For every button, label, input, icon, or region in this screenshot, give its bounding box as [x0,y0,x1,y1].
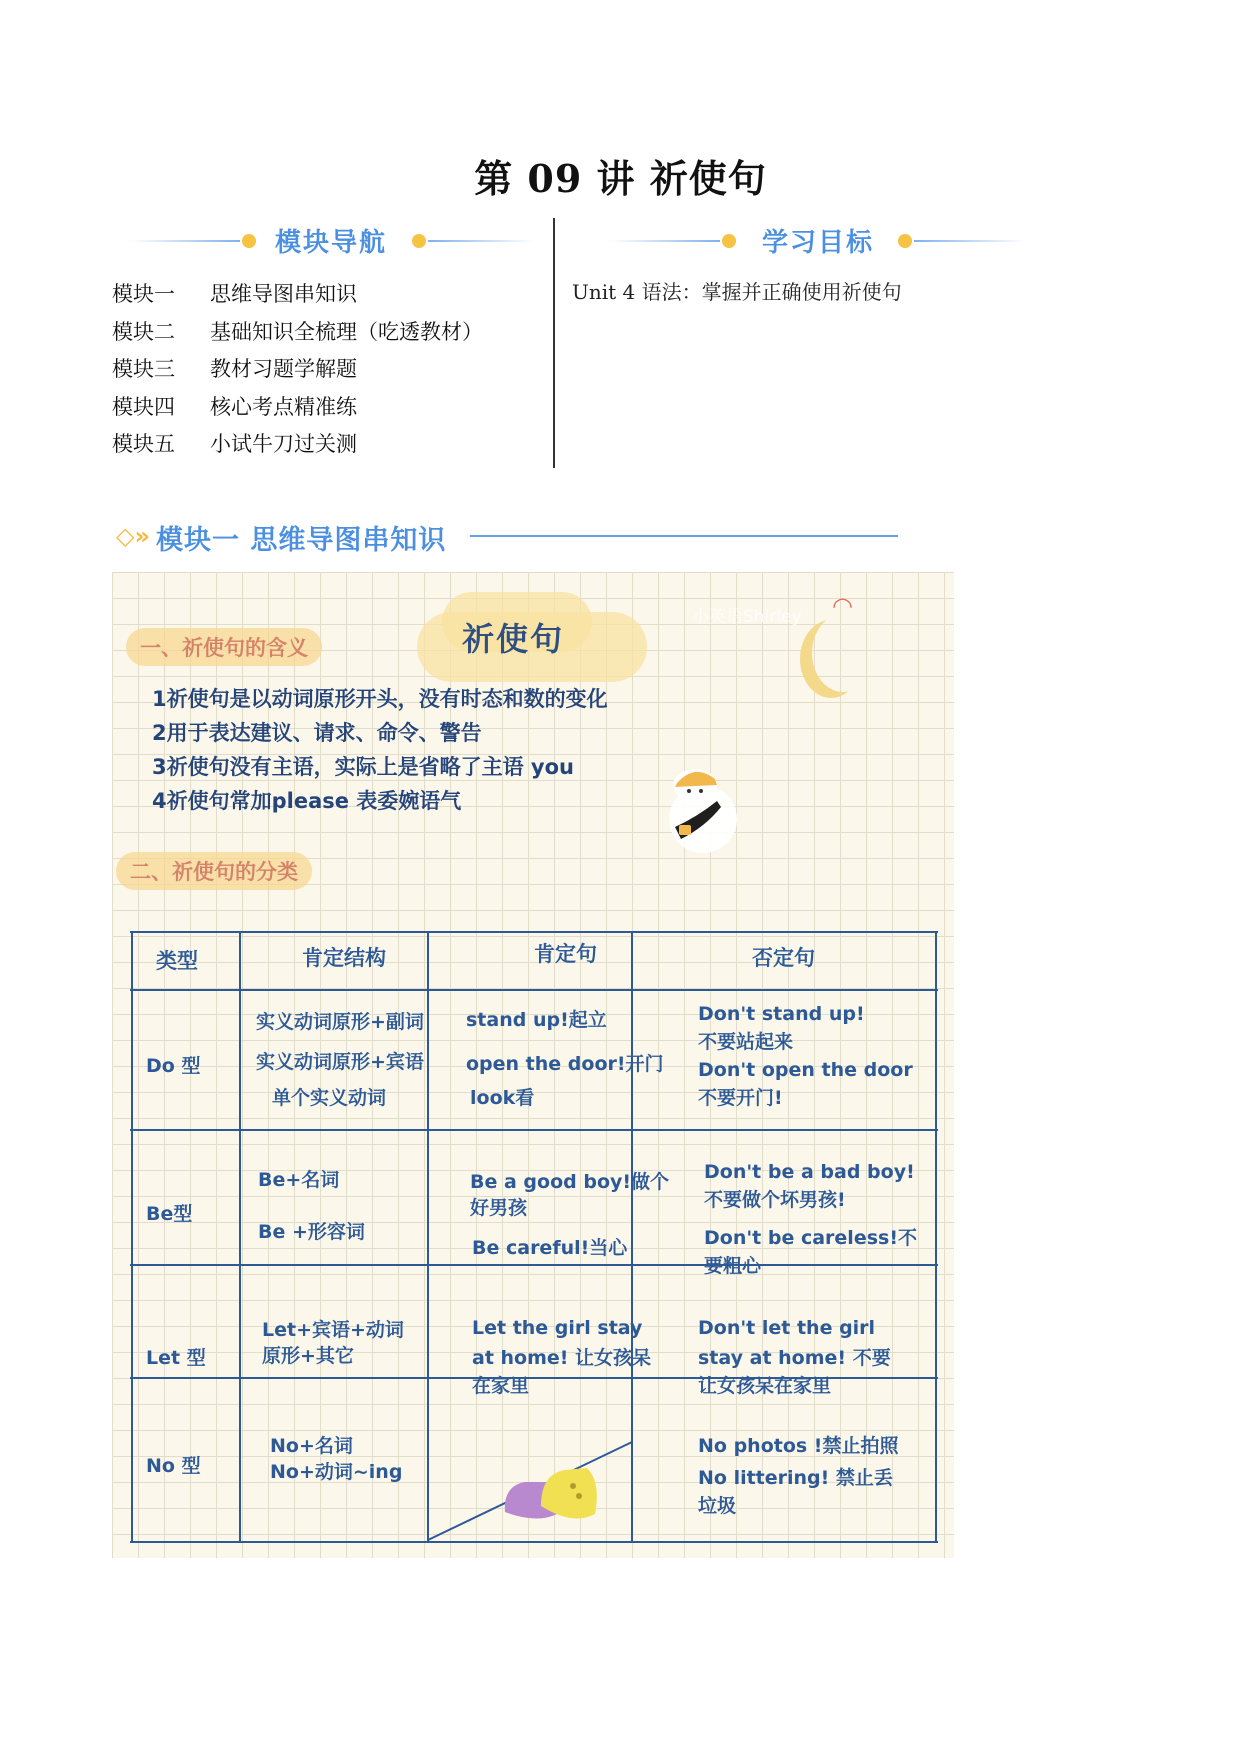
table-cell: No photos !禁止拍照 [698,1435,899,1457]
table-header-negative: 否定句 [752,946,815,970]
shoes-illustration [497,1452,617,1532]
table-cell: 不要站起来 [698,1031,794,1053]
table-header-structure: 肯定结构 [302,946,386,970]
table-header-positive: 肯定句 [534,942,597,966]
header-dot [722,234,736,248]
table-cell: 单个实义动词 [272,1087,387,1109]
learning-goal-title: 学习目标 [762,228,875,258]
meaning-item: 2用于表达建议、请求、命令、警告 [152,721,482,745]
table-row-type: Be型 [146,1203,193,1225]
meaning-item: 4祈使句常加please 表委婉语气 [152,789,462,813]
module1-title: 模块一 思维导图串知识 [156,525,447,556]
header-dot [898,234,912,248]
table-cell: Be +形容词 [258,1221,365,1243]
table-cell: look看 [470,1087,535,1109]
nav-item: 模块一 思维导图串知识 [112,282,357,306]
table-cell: 让女孩呆在家里 [698,1375,832,1397]
table-cell: Be+名词 [258,1169,340,1191]
rainbow-icon: ◠ [832,592,853,620]
learning-goal-header [610,222,1030,262]
table-cell: at home! 让女孩呆 [472,1347,652,1369]
module-nav-header [130,222,530,262]
table-cell: No+名词 [270,1435,353,1457]
table-cell: Let the girl stay [472,1317,643,1339]
table-cell: stand up!起立 [466,1009,607,1031]
table-cell: Don't stand up! [698,1003,865,1025]
table-cell: open the door!开门 [466,1053,664,1075]
table-cell: 不要开门! [698,1087,783,1109]
table-cell: 不要做个坏男孩! [704,1189,846,1211]
table-cell: Let+宾语+动词 [262,1319,404,1341]
meaning-item: 1祈使句是以动词原形开头，没有时态和数的变化 [152,687,608,711]
table-cell: Be a good boy!做个 [470,1171,670,1193]
learning-goal-text: Unit 4 语法：掌握并正确使用祈使句 [572,280,902,304]
table-cell: 要粗心 [704,1255,762,1277]
header-dot [412,234,426,248]
table-cell: Don't be careless!不 [704,1227,917,1249]
mindmap-image [112,572,954,1558]
watermark: 小英语Shirley [692,607,802,627]
moon-icon [812,614,874,692]
column-divider [553,218,555,468]
table-cell: Don't let the girl [698,1317,876,1339]
table-cell: 垃圾 [698,1495,737,1517]
table-row-type: No 型 [146,1455,201,1477]
nav-item: 模块四 核心考点精准练 [112,394,357,419]
table-cell: Don't open the door [698,1059,913,1081]
table-cell: 原形+其它 [262,1345,354,1367]
meaning-section-label: 一、祈使句的含义 [126,628,322,666]
page-title: 第 09 讲 祈使句 [474,156,767,201]
nav-item: 模块二 基础知识全梳理（吃透教材） [112,319,483,344]
double-chevron-icon: ◇» [116,522,150,550]
table-header-type: 类型 [156,949,198,973]
module1-underline [470,535,898,537]
module-nav-title: 模块导航 [275,228,388,258]
header-dot [242,234,256,248]
nav-item: 模块五 小试牛刀过关测 [112,432,357,456]
table-row-type: Do 型 [146,1055,201,1077]
table-cell: Don't be a bad boy! [704,1161,915,1183]
table-cell: 好男孩 [470,1197,528,1219]
table-cell: 实义动词原形+宾语 [256,1051,424,1073]
table-cell: 实义动词原形+副词 [256,1011,424,1033]
nav-item: 模块三 教材习题学解题 [112,357,357,381]
meaning-list [152,682,608,818]
table-cell: 在家里 [472,1375,530,1397]
table-cell: No littering! 禁止丢 [698,1467,893,1489]
module-nav-list [112,278,483,466]
table-row-type: Let 型 [146,1347,206,1369]
category-section-label: 二、祈使句的分类 [116,852,312,890]
table-cell: No+动词~ing [270,1461,403,1483]
meaning-item: 3祈使句没有主语，实际上是省略了主语 you [152,755,574,779]
mascot-illustration [657,757,749,857]
table-cell: Be careful!当心 [472,1237,628,1259]
table-cell: stay at home! 不要 [698,1347,891,1369]
mindmap-title: 祈使句 [462,620,565,658]
